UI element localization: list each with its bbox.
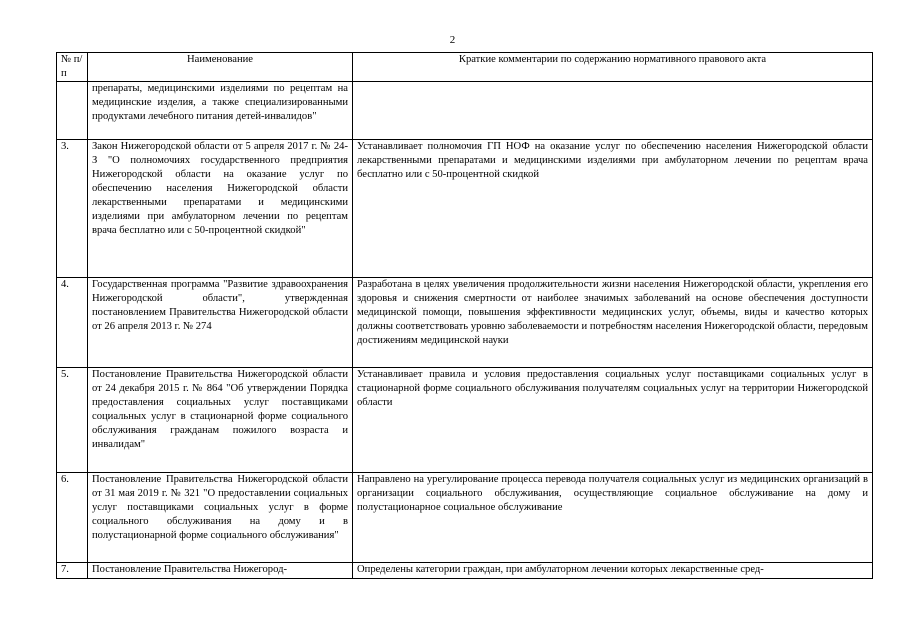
row-name: Постановление Правительства Нижегородской области от 24 декабря 2015 г. № 864 "Об утверждении Порядка предоставления социальных услуг поставщиками социальных услуг в стационарной форме социального обслуживания гражданам пожилого возраста и инвалидам" <box>88 368 353 473</box>
table-header-row <box>57 53 873 82</box>
row-num: 4. <box>57 278 88 368</box>
table-row <box>57 278 873 368</box>
row-num: 5. <box>57 368 88 473</box>
table-row <box>57 82 873 140</box>
row-num: 7. <box>57 563 88 579</box>
header-comment: Краткие комментарии по содержанию нормативного правового акта <box>353 53 873 82</box>
row-comment <box>353 82 873 140</box>
page-number: 2 <box>449 34 456 46</box>
row-name: Постановление Правительства Нижегородской области от 31 мая 2019 г. № 321 "О предоставлении социальных услуг поставщиками социальных услуг в форме социального обслуживания на дому и в полустационарной форме социального обслуживания" <box>88 473 353 563</box>
table-row <box>57 368 873 473</box>
table-row <box>57 473 873 563</box>
row-num: 6. <box>57 473 88 563</box>
table-row <box>57 563 873 579</box>
row-name: Закон Нижегородской области от 5 апреля 2017 г. № 24-З "О полномочиях государственного предприятия Нижегородской области на оказание услуг по обеспечению населения Нижегородской области лекарственными препаратами и медицинскими изделиями при амбулаторном лечении по рецептам врача бесплатно или с 50-процентной скидкой" <box>88 140 353 278</box>
row-comment: Направлено на урегулирование процесса перевода получателя социальных услуг из медицинских организаций в организации социального обслуживания, осуществляющие социальное обслуживание на дому и полустационарное социальное обслуживание <box>353 473 873 563</box>
row-name: Государственная программа "Развитие здравоохранения Нижегородской области", утвержденная постановлением Правительства Нижегородской области от 26 апреля 2013 г. № 274 <box>88 278 353 368</box>
acts-table <box>56 52 873 579</box>
row-comment: Устанавливает полномочия ГП НОФ на оказание услуг по обеспечению населения Нижегородской области лекарственными препаратами и медицинскими изделиями при амбулаторном лечении по рецептам врача бесплатно или с 50-процентной скидкой <box>353 140 873 278</box>
row-name: препараты, медицинскими изделиями по рецептам на медицинские изделия, а также специализированными продуктами лечебного питания детей-инвалидов" <box>88 82 353 140</box>
row-num <box>57 82 88 140</box>
row-comment: Определены категории граждан, при амбулаторном лечении которых лекарственные сред- <box>353 563 873 579</box>
table-row <box>57 140 873 278</box>
header-num: № п/п <box>57 53 88 82</box>
row-comment: Разработана в целях увеличения продолжительности жизни населения Нижегородской области, укрепления его здоровья и снижения смертности от наиболее значимых заболеваний на основе обеспечения доступности медицинской помощи, повышения эффективности медицинских услуг, объемы, виды и качество которых должны соответствовать уровню заболеваемости и потребностям населения Нижегородской области, передовым достижениям медицинской науки <box>353 278 873 368</box>
row-comment: Устанавливает правила и условия предоставления социальных услуг поставщиками социальных услуг в стационарной форме социального обслуживания получателям социальных услуг на территории Нижегородской области <box>353 368 873 473</box>
row-num: 3. <box>57 140 88 278</box>
row-name: Постановление Правительства Нижегород- <box>88 563 353 579</box>
header-name: Наименование <box>88 53 353 82</box>
